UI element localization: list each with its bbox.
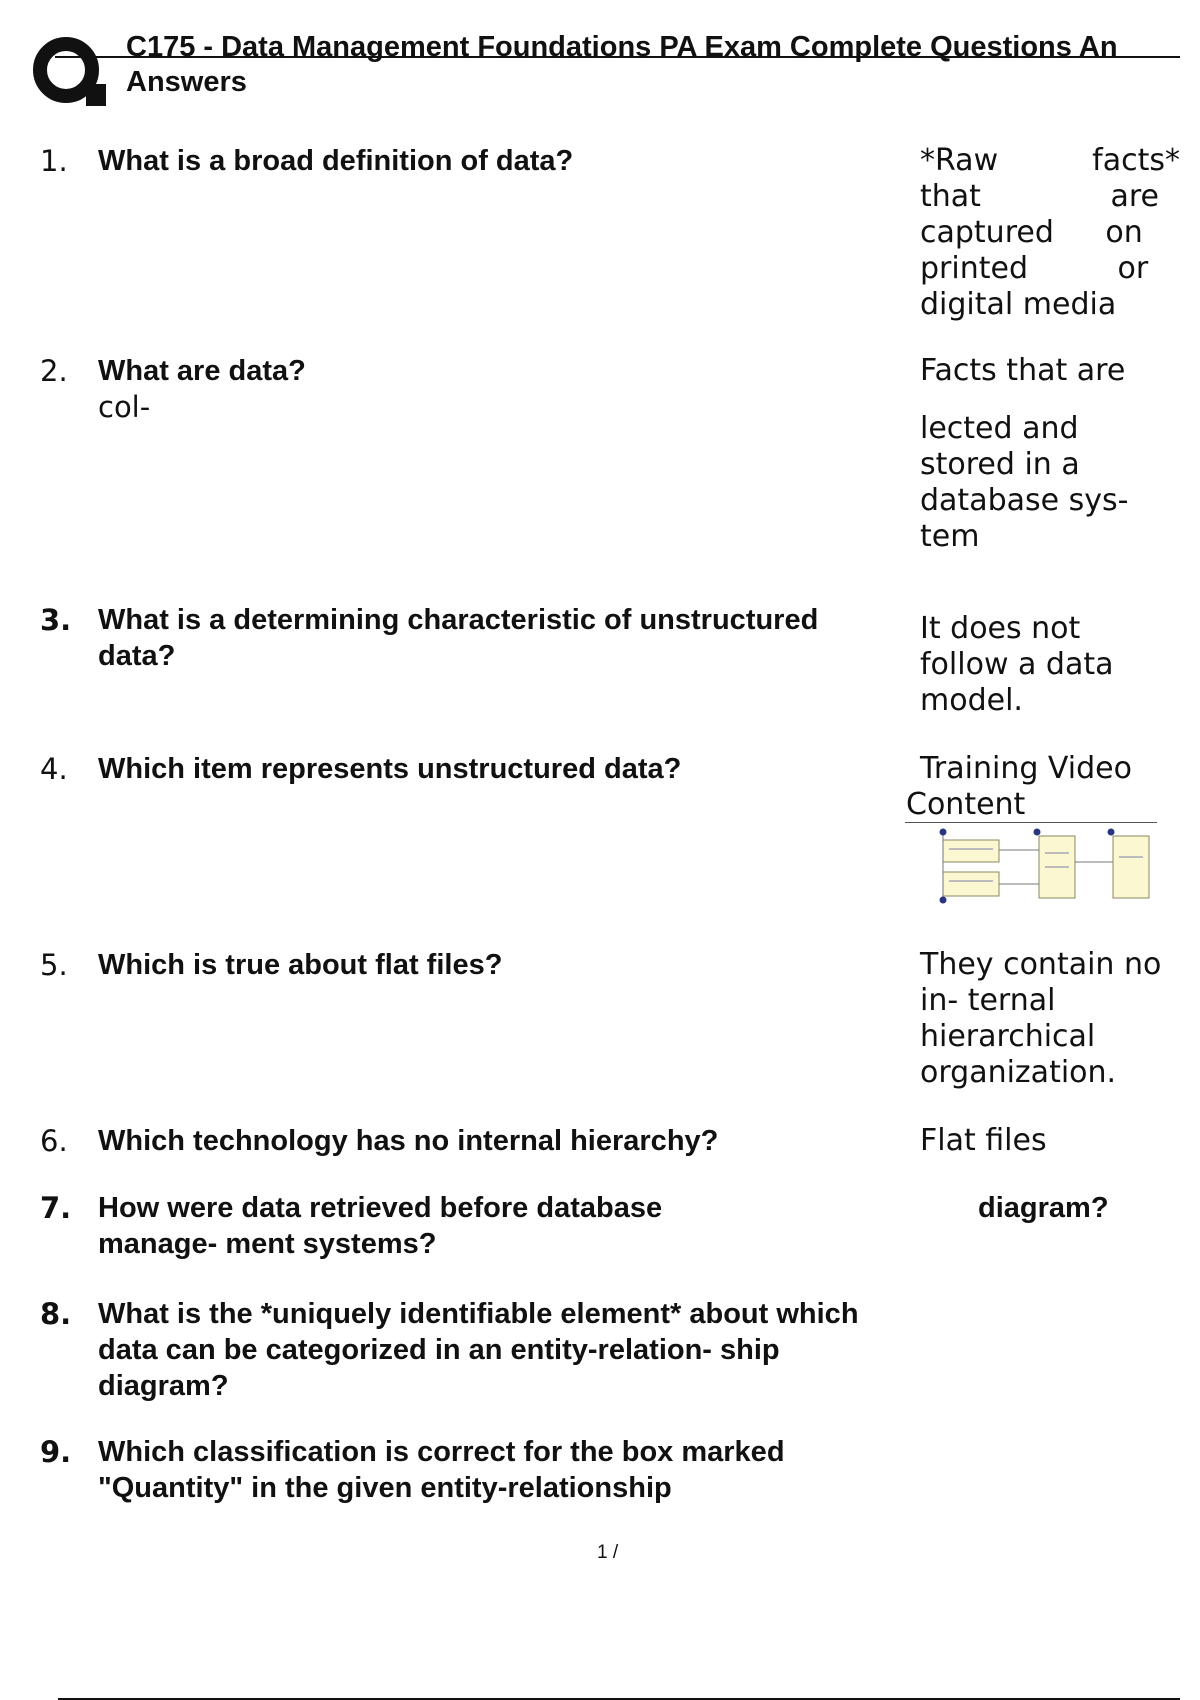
answer-line: in- ternal (920, 983, 1056, 1018)
question-text: What is a broad definition of data? (98, 145, 574, 177)
answer-line: follow a data (920, 647, 1114, 682)
answer-line: hierarchical (920, 1019, 1096, 1054)
answer-line: captured on (920, 215, 1143, 250)
answer-line: stored in a (920, 447, 1080, 482)
question-number: 2. (40, 354, 68, 388)
answer-word: *Raw (920, 143, 999, 178)
answer-line: model. (920, 683, 1023, 718)
letter-q-logo-icon (30, 32, 108, 110)
answer-line: tem (920, 519, 980, 554)
question-3 (40, 602, 900, 674)
question-text: What are data? (98, 355, 306, 387)
question-number: 3. (40, 603, 72, 637)
question-number: 5. (40, 948, 68, 982)
answer-line: database sys- (920, 483, 1129, 518)
question-number: 8. (40, 1297, 72, 1331)
question-text: Which classification is correct for the box marked "Quantity" in the given entity-relationship (98, 1436, 785, 1504)
question-5 (40, 947, 900, 983)
question-text: Which technology has no internal hierarchy? (98, 1125, 719, 1157)
question-number: 4. (40, 752, 68, 786)
question-text: How were data retrieved before database manage- ment systems? (98, 1192, 663, 1260)
answer-line: organization. (920, 1055, 1117, 1090)
question-6 (40, 1123, 900, 1159)
question-extra-text: col- (98, 390, 151, 424)
page-title: C175 - Data Management Foundations PA Exam Complete Questions An Answers (126, 31, 1118, 98)
answer-4 (906, 751, 1180, 823)
page-number: 1 / (597, 1542, 619, 1563)
question-number: 9. (40, 1435, 72, 1469)
answer-1 (920, 143, 1180, 323)
answer-line: lected and (920, 411, 1079, 446)
er-diagram-thumbnail-icon (905, 822, 1157, 908)
question-text: What is a determining characteristic of unstructured data? (98, 604, 819, 672)
question-2 (40, 353, 900, 425)
answer-line: printed or (920, 251, 1149, 286)
question-4 (40, 751, 900, 787)
question-number: 6. (40, 1124, 68, 1158)
answer-7: diagram? (978, 1192, 1109, 1224)
question-1 (40, 143, 900, 179)
question-text: Which is true about flat files? (98, 949, 503, 981)
answer-line: that are (920, 179, 1159, 214)
question-text: Which item represents unstructured data? (98, 753, 682, 785)
answer-word: facts* (1092, 143, 1180, 178)
question-number: 7. (40, 1191, 72, 1225)
question-7 (40, 1190, 740, 1262)
answer-6 (920, 1123, 1180, 1159)
answer-line: Content (906, 787, 1026, 822)
question-8 (40, 1296, 885, 1404)
answer-line: Flat files (920, 1123, 1047, 1158)
question-number: 1. (40, 144, 68, 178)
answer-line: It does not (920, 611, 1081, 646)
answer-5 (920, 947, 1180, 1091)
question-9 (40, 1434, 870, 1506)
answer-line: Facts that are (920, 353, 1126, 388)
answer-2 (920, 353, 1180, 555)
answer-line: digital media (920, 287, 1117, 322)
answer-line: They contain no (920, 947, 1162, 982)
answer-line: Training Video (920, 751, 1132, 786)
answer-3 (920, 611, 1180, 719)
question-text: What is the *uniquely identifiable element* about which data can be categorized in an entity-relation- ship diagram? (98, 1298, 859, 1402)
